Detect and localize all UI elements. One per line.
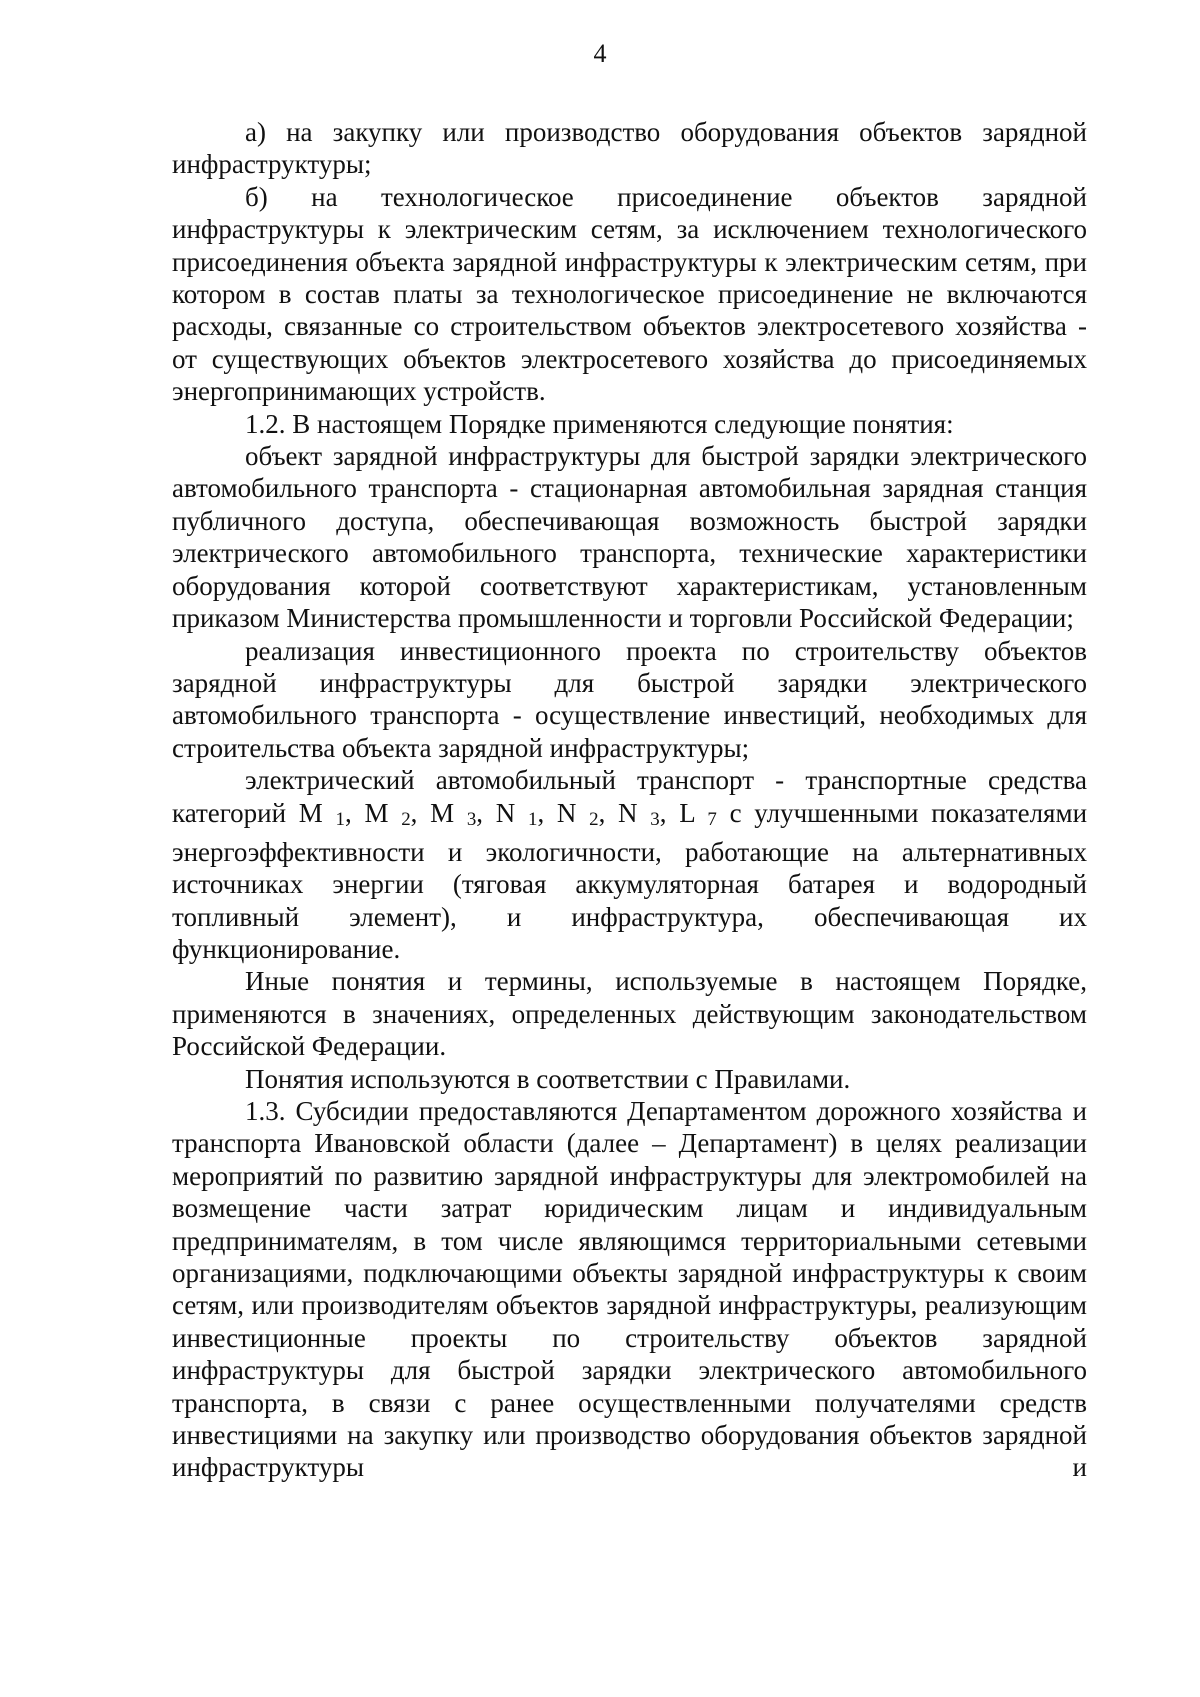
- paragraph-item-a: а) на закупку или производство оборудования объектов зарядной инфраструктуры;: [172, 117, 1087, 180]
- paragraph-1-3-subsidies: 1.3. Субсидии предоставляются Департаментом дорожного хозяйства и транспорта Ивановской области (далее – Департамент) в целях реализации мероприятий по развитию зарядной инфраструктуры для электромобилей на возмещение части затрат юридическим лицам и индивидуальным предпринимателям, в том числе являющимся территориальными сетевыми организациями, подключающими объекты зарядной инфраструктуры к своим сетям, или производителям объектов зарядной инфраструктуры, реализующим инвестиционные проекты по строительству объектов зарядной инфраструктуры для быстрой зарядки электрического автомобильного транспорта, в связи с ранее осуществленными получателями средств инвестициями на закупку или производство оборудования объектов зарядной инфраструктуры и: [172, 1096, 1087, 1483]
- category-n3: N 3: [618, 797, 660, 830]
- paragraph-other-terms: Иные понятия и термины, используемые в настоящем Порядке, применяются в значениях, определенных действующим законодательством Российской Федерации.: [172, 966, 1087, 1062]
- paragraph-1-2-heading: 1.2. В настоящем Порядке применяются следующие понятия:: [245, 408, 954, 439]
- document-body: [172, 116, 1087, 1484]
- category-n2: N 2: [556, 797, 599, 830]
- definition-electric-transport: электрический автомобильный транспорт - транспортные средства категорий M 1, M 2, M 3, N 1, N 2, N 3, L 7 с улучшенными показателями энергоэффективности и экологичности, работающие на альтернативных источниках энергии (тяговая аккумуляторная батарея и водородный топливный элемент), и инфраструктура, обеспечивающая их функционирование.: [172, 765, 1088, 964]
- page-number: 4: [593, 39, 607, 68]
- paragraph-concepts-rules: Понятия используются в соответствии с Правилами.: [245, 1063, 851, 1094]
- definition-charging-object: объект зарядной инфраструктуры для быстрой зарядки электрического автомобильного транспорта - стационарная автомобильная зарядная станция публичного доступа, обеспечивающая возможность быстрой зарядки электрического автомобильного транспорта, технические характеристики оборудования которой соответствуют характеристикам, установленным приказом Министерства промышленности и торговли Российской Федерации;: [172, 441, 1087, 634]
- paragraph-item-b: б) на технологическое присоединение объектов зарядной инфраструктуры к электрическим сетям, за исключением технологического присоединения объекта зарядной инфраструктуры к электрическим сетям, при котором в состав платы за технологическое присоединение не включаются расходы, связанные со строительством объектов электросетевого хозяйства - от существующих объектов электросетевого хозяйства до присоединяемых энергопринимающих устройств.: [172, 181, 1087, 407]
- category-m1: M 1: [298, 797, 345, 830]
- definition-electric-transport-start: электрический автомобильный транспорт - транспортные средства категорий: [172, 765, 1087, 828]
- category-m2: M 2: [364, 797, 411, 830]
- category-n1: N 1: [495, 797, 538, 830]
- category-m3: M 3: [430, 797, 477, 830]
- definition-investment-project: реализация инвестиционного проекта по строительству объектов зарядной инфраструктуры для быстрой зарядки электрического автомобильного транспорта - осуществление инвестиций, необходимых для строительства объекта зарядной инфраструктуры;: [172, 635, 1087, 763]
- category-l7: L 7: [679, 797, 717, 830]
- definition-electric-transport-end: с улучшенными показателями энергоэффективности и экологичности, работающие на альтернативных источниках энергии (тяговая аккумуляторная батарея и водородный топливный элемент), и инфраструктура, обеспечивающая их функционирование.: [172, 797, 1088, 964]
